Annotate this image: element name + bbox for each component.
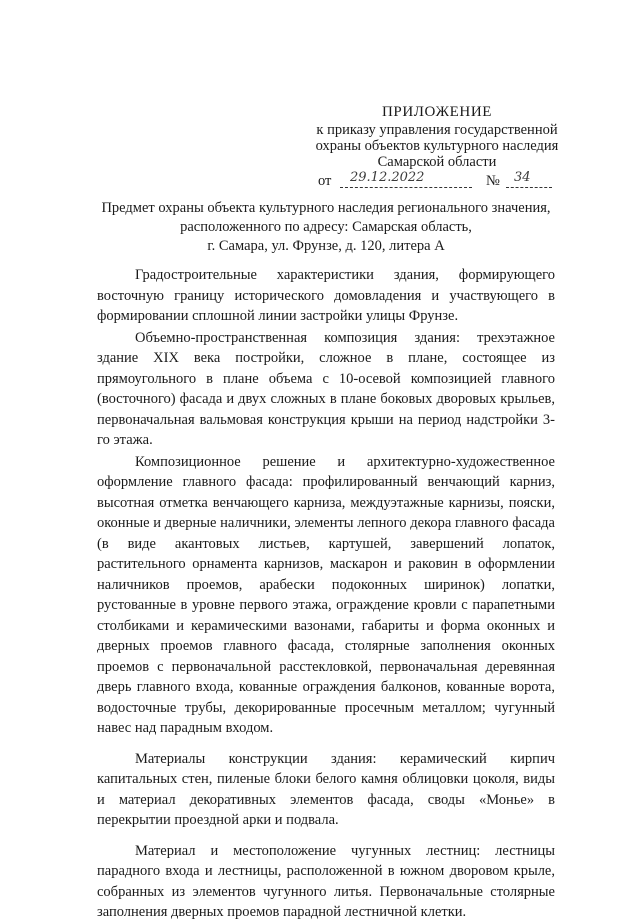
annex-block xyxy=(312,104,562,191)
number-label: № xyxy=(486,173,500,189)
paragraph-materials: Материалы конструкции здания: керамический кирпич капитальных стен, пиленые блоки белого камня облицовки цоколя, виды и материал декоративных элементов фасада, своды «Монье» в перекрытии проездной арки и подвала. xyxy=(97,750,555,828)
annex-line: Самарской области xyxy=(377,154,497,170)
paragraph-facade-design: Композиционное решение и архитектурно-художественное оформление главного фасада: профилированный венчающий карниз, высотная отметка венчающего карниза, междуэтажные карнизы, пояски, оконные и дверные наличники, элементы лепного декора главного фасада (в виде акантовых листьев, картушей, завершений лопаток, растительного орнамента карнизов, маскарон и раковин в оформлении наличников проемов, арабески подоконных ширинок) лопатки, рустованные в уровне первого этажа, ограждение кровли с парапетными столбиками и керамическими вазонами, габариты и форма оконных и дверных проемов главного фасада, столярные заполнения оконных проемов с первоначальной расстекловкой, первоначальная деревянная дверь главного входа, кованные ограждения балконов, кованные ворота, водосточные трубы, декорированные просечным металлом; чугунный навес над парадным входом. xyxy=(97,453,555,736)
handwritten-date: 29.12.2022 xyxy=(340,170,472,188)
paragraph-urban-planning: Градостроительные характеристики здания, формирующего восточную границу исторического домовладения и участвующего в формировании сплошной линии застройки улицы Фрунзе. xyxy=(97,267,555,324)
paragraph-spatial-composition: Объемно-пространственная композиция здания: трехэтажное здание XIX века постройки, сложное в плане, состоящее из прямоугольного в плане объема с 10-осевой композицией главного (восточного) фасада и двух сложных в плане боковых дворовых крыльев, первоначальная вальмовая конструкция крыши на период надстройки 3-го этажа. xyxy=(97,329,555,448)
heading-line: г. Самара, ул. Фрунзе, д. 120, литера А xyxy=(207,238,445,254)
annex-line: охраны объектов культурного наследия xyxy=(315,138,559,154)
date-number-line xyxy=(312,171,562,191)
date-label: от xyxy=(318,173,332,189)
annex-title: ПРИЛОЖЕНИЕ xyxy=(381,104,493,120)
document-heading xyxy=(100,199,552,256)
handwritten-number: 34 xyxy=(506,170,552,188)
heading-line: расположенного по адресу: Самарская область, xyxy=(180,219,472,235)
heading-line: Предмет охраны объекта культурного наследия регионального значения, xyxy=(101,200,551,216)
paragraph-staircases: Материал и местоположение чугунных лестниц: лестницы парадного входа и лестницы, расположенной в южном дворовом крыле, собранных из элементов чугунного литья. Первоначальные столярные заполнения дверных проемов парадной лестничной клетки. xyxy=(97,842,555,920)
document-body xyxy=(97,265,555,923)
annex-line: к приказу управления государственной xyxy=(316,122,558,138)
